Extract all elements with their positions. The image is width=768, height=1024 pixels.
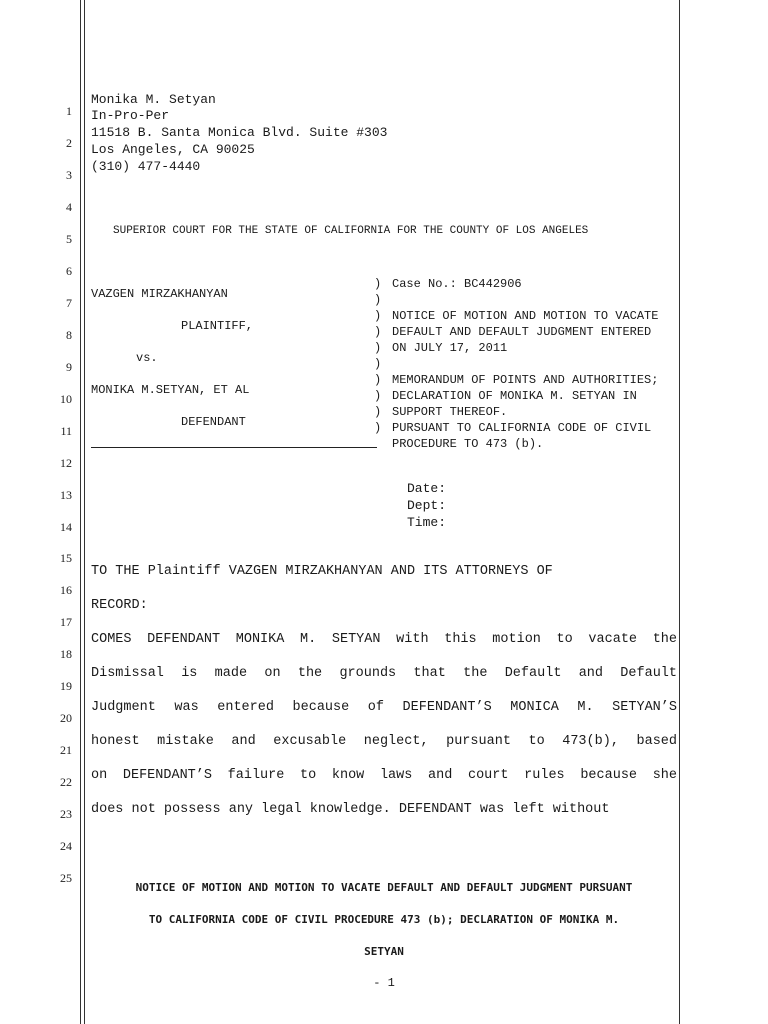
caption-paren: ) <box>374 373 382 387</box>
caption-paren: ) <box>374 421 382 435</box>
line-number: 16 <box>60 583 72 597</box>
document-title-line2: DEFAULT AND DEFAULT JUDGMENT ENTERED <box>392 325 652 339</box>
attorney-status: In-Pro-Per <box>91 108 170 123</box>
court-title: SUPERIOR COURT FOR THE STATE OF CALIFORNIA FOR THE COUNTY OF LOS ANGELES <box>113 225 589 237</box>
case-number: Case No.: BC442906 <box>392 277 522 291</box>
line-number: 24 <box>60 839 72 853</box>
defendant-name: MONIKA M.SETYAN, ET AL <box>91 383 250 397</box>
caption-paren: ) <box>374 405 382 419</box>
document-title-line3: ON JULY 17, 2011 <box>392 341 508 355</box>
right-margin-rule <box>679 0 680 1024</box>
line-number: 13 <box>60 488 72 502</box>
footer-title-line3: SETYAN <box>364 945 404 958</box>
hearing-time-label: Time: <box>407 515 447 530</box>
body-line: on DEFENDANT’S failure to know laws and court rules because she <box>91 768 677 783</box>
document-title-line1: NOTICE OF MOTION AND MOTION TO VACATE <box>392 309 659 323</box>
line-number: 2 <box>66 136 72 150</box>
attorney-address-line2: Los Angeles, CA 90025 <box>91 142 255 157</box>
body-line: honest mistake and excusable neglect, pursuant to 473(b), based <box>91 734 677 749</box>
caption-paren: ) <box>374 341 382 355</box>
defendant-role: DEFENDANT <box>181 415 246 429</box>
caption-paren: ) <box>374 389 382 403</box>
salutation-line2: RECORD: <box>91 598 148 613</box>
page-number: - 1 <box>373 976 395 990</box>
line-number: 12 <box>60 456 72 470</box>
memorandum-line2: DECLARATION OF MONIKA M. SETYAN IN <box>392 389 637 403</box>
line-number: 20 <box>60 711 72 725</box>
caption-paren: ) <box>374 357 382 371</box>
body-line: COMES DEFENDANT MONIKA M. SETYAN with this motion to vacate the <box>91 632 677 647</box>
line-number: 11 <box>60 424 72 438</box>
line-number: 1 <box>66 104 72 118</box>
attorney-phone: (310) 477-4440 <box>91 159 201 174</box>
salutation-line1: TO THE Plaintiff VAZGEN MIRZAKHANYAN AND ITS ATTORNEYS OF <box>91 564 553 579</box>
caption-paren: ) <box>374 293 382 307</box>
memorandum-line5: PROCEDURE TO 473 (b). <box>392 437 544 451</box>
line-number: 6 <box>66 264 72 278</box>
hearing-date-label: Date: <box>407 481 447 496</box>
line-number: 25 <box>60 871 72 885</box>
memorandum-line1: MEMORANDUM OF POINTS AND AUTHORITIES; <box>392 373 659 387</box>
body-line: does not possess any legal knowledge. DEFENDANT was left without <box>91 802 610 817</box>
line-number: 22 <box>60 775 72 789</box>
memorandum-line4: PURSUANT TO CALIFORNIA CODE OF CIVIL <box>392 421 652 435</box>
line-number: 4 <box>66 200 72 214</box>
body-line: Judgment was entered because of DEFENDANT’S MONICA M. SETYAN’S <box>91 700 677 715</box>
footer-title-line1: NOTICE OF MOTION AND MOTION TO VACATE DEFAULT AND DEFAULT JUDGMENT PURSUANT <box>135 881 633 894</box>
caption-paren: ) <box>374 325 382 339</box>
line-number: 8 <box>66 328 72 342</box>
caption-divider <box>91 447 377 448</box>
plaintiff-role: PLAINTIFF, <box>181 319 254 333</box>
caption-paren: ) <box>374 277 382 291</box>
left-margin-rule-outer <box>80 0 81 1024</box>
footer-title-line2: TO CALIFORNIA CODE OF CIVIL PROCEDURE 473 (b); DECLARATION OF MONIKA M. <box>148 913 620 926</box>
line-number: 7 <box>66 296 72 310</box>
line-number: 3 <box>66 168 72 182</box>
attorney-name: Monika M. Setyan <box>91 92 216 107</box>
attorney-address-line1: 11518 B. Santa Monica Blvd. Suite #303 <box>91 125 388 140</box>
line-number: 9 <box>66 360 72 374</box>
line-number: 18 <box>60 647 72 661</box>
line-number: 5 <box>66 232 72 246</box>
caption-paren: ) <box>374 309 382 323</box>
memorandum-line3: SUPPORT THEREOF. <box>392 405 508 419</box>
line-number: 21 <box>60 743 72 757</box>
hearing-dept-label: Dept: <box>407 498 447 513</box>
line-number: 17 <box>60 615 72 629</box>
line-number: 14 <box>60 520 72 534</box>
line-number: 15 <box>60 551 72 565</box>
line-number: 23 <box>60 807 72 821</box>
line-number: 19 <box>60 679 72 693</box>
left-margin-rule-inner <box>84 0 85 1024</box>
versus-label: vs. <box>136 351 158 365</box>
body-line: Dismissal is made on the grounds that the Default and Default <box>91 666 677 681</box>
plaintiff-name: VAZGEN MIRZAKHANYAN <box>91 287 228 301</box>
line-number: 10 <box>60 392 72 406</box>
